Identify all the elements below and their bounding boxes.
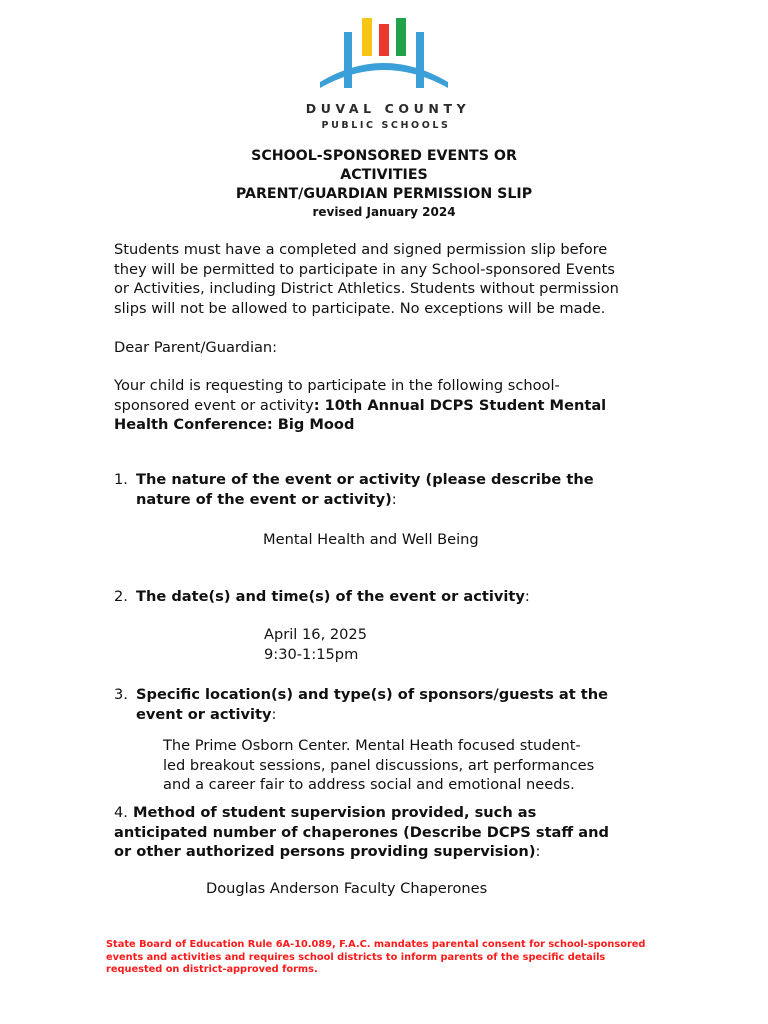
logo-right-pillar (416, 32, 424, 88)
question-line-text: or other authorized persons providing supervision) (114, 843, 536, 860)
intro-paragraph (114, 240, 660, 318)
event-name-part-2: Health Conference: Big Mood (114, 416, 355, 433)
district-logo (318, 16, 450, 92)
question-number: 1. (114, 471, 128, 488)
answer-line: April 16, 2025 (264, 626, 367, 643)
question-line (136, 490, 676, 510)
question-colon: : (271, 705, 277, 723)
question-line-text: nature of the event or activity) (136, 490, 392, 508)
logo-red-bar (379, 24, 389, 56)
question-colon: : (391, 490, 397, 508)
question-1 (136, 470, 676, 509)
request-prefix: sponsored event or activity (114, 396, 314, 414)
logo-yellow-bar (362, 18, 372, 56)
title-line-3: PARENT/GUARDIAN PERMISSION SLIP (235, 186, 533, 202)
intro-line: or Activities, including District Athletics. Students without permission (114, 280, 619, 297)
request-line (114, 396, 660, 416)
intro-line: slips will not be allowed to participate. No exceptions will be made. (114, 299, 606, 317)
answer-3 (163, 736, 594, 795)
answer-1 (263, 530, 479, 550)
answer-2 (264, 625, 367, 664)
question-colon: : (535, 843, 541, 860)
legal-footer (106, 939, 666, 977)
revised-date: revised January 2024 (312, 205, 456, 219)
question-line: anticipated number of chaperones (Describe DCPS staff and (114, 823, 609, 841)
question-line (114, 842, 674, 862)
district-subtitle: PUBLIC SCHOOLS (321, 120, 451, 131)
question-number: 3. (114, 686, 128, 703)
salutation: Dear Parent/Guardian: (114, 339, 278, 356)
answer-line: Douglas Anderson Faculty Chaperones (206, 880, 488, 897)
title-line-2: ACTIVITIES (340, 167, 428, 183)
question-line (136, 705, 696, 725)
question-colon: : (524, 588, 530, 605)
answer-line: 9:30-1:15pm (264, 645, 359, 663)
question-line (136, 587, 676, 607)
question-line-text: event or activity (136, 705, 272, 723)
question-3 (136, 685, 696, 724)
question-2 (136, 587, 676, 607)
request-line: Your child is requesting to participate in the following school- (114, 377, 560, 394)
logo-green-bar (396, 18, 406, 56)
answer-line: Mental Health and Well Being (263, 531, 479, 548)
intro-line: they will be permitted to participate in any School-sponsored Events (114, 260, 615, 278)
title-line-1: SCHOOL-SPONSORED EVENTS OR (251, 148, 517, 164)
footer-line: requested on district-approved forms. (106, 964, 318, 975)
request-paragraph (114, 376, 660, 435)
question-4 (114, 803, 674, 862)
question-number: 4. (114, 804, 128, 821)
event-name-part-1: : 10th Annual DCPS Student Mental (313, 396, 607, 414)
answer-line: The Prime Osborn Center. Mental Heath focused student- (163, 737, 581, 754)
answer-4 (206, 879, 487, 899)
answer-line: led breakout sessions, panel discussions, art performances (163, 756, 595, 774)
question-number: 2. (114, 588, 128, 605)
question-line-text: The date(s) and time(s) of the event or activity (136, 588, 525, 605)
logo-bridge-arch (320, 63, 448, 88)
question-line: The nature of the event or activity (please describe the (136, 471, 594, 488)
question-line (114, 803, 674, 823)
intro-line: Students must have a completed and signed permission slip before (114, 241, 608, 258)
question-line: Specific location(s) and type(s) of sponsors/guests at the (136, 686, 609, 703)
footer-line: events and activities and requires school districts to inform parents of the specific details (106, 951, 606, 963)
footer-line: State Board of Education Rule 6A-10.089, F.A.C. mandates parental consent for school-sponsored (106, 939, 646, 950)
answer-line: and a career fair to address social and emotional needs. (163, 776, 575, 793)
question-line-text: Method of student supervision provided, such as (133, 804, 537, 821)
district-name: DUVAL COUNTY (305, 101, 471, 116)
logo-left-pillar (344, 32, 352, 88)
